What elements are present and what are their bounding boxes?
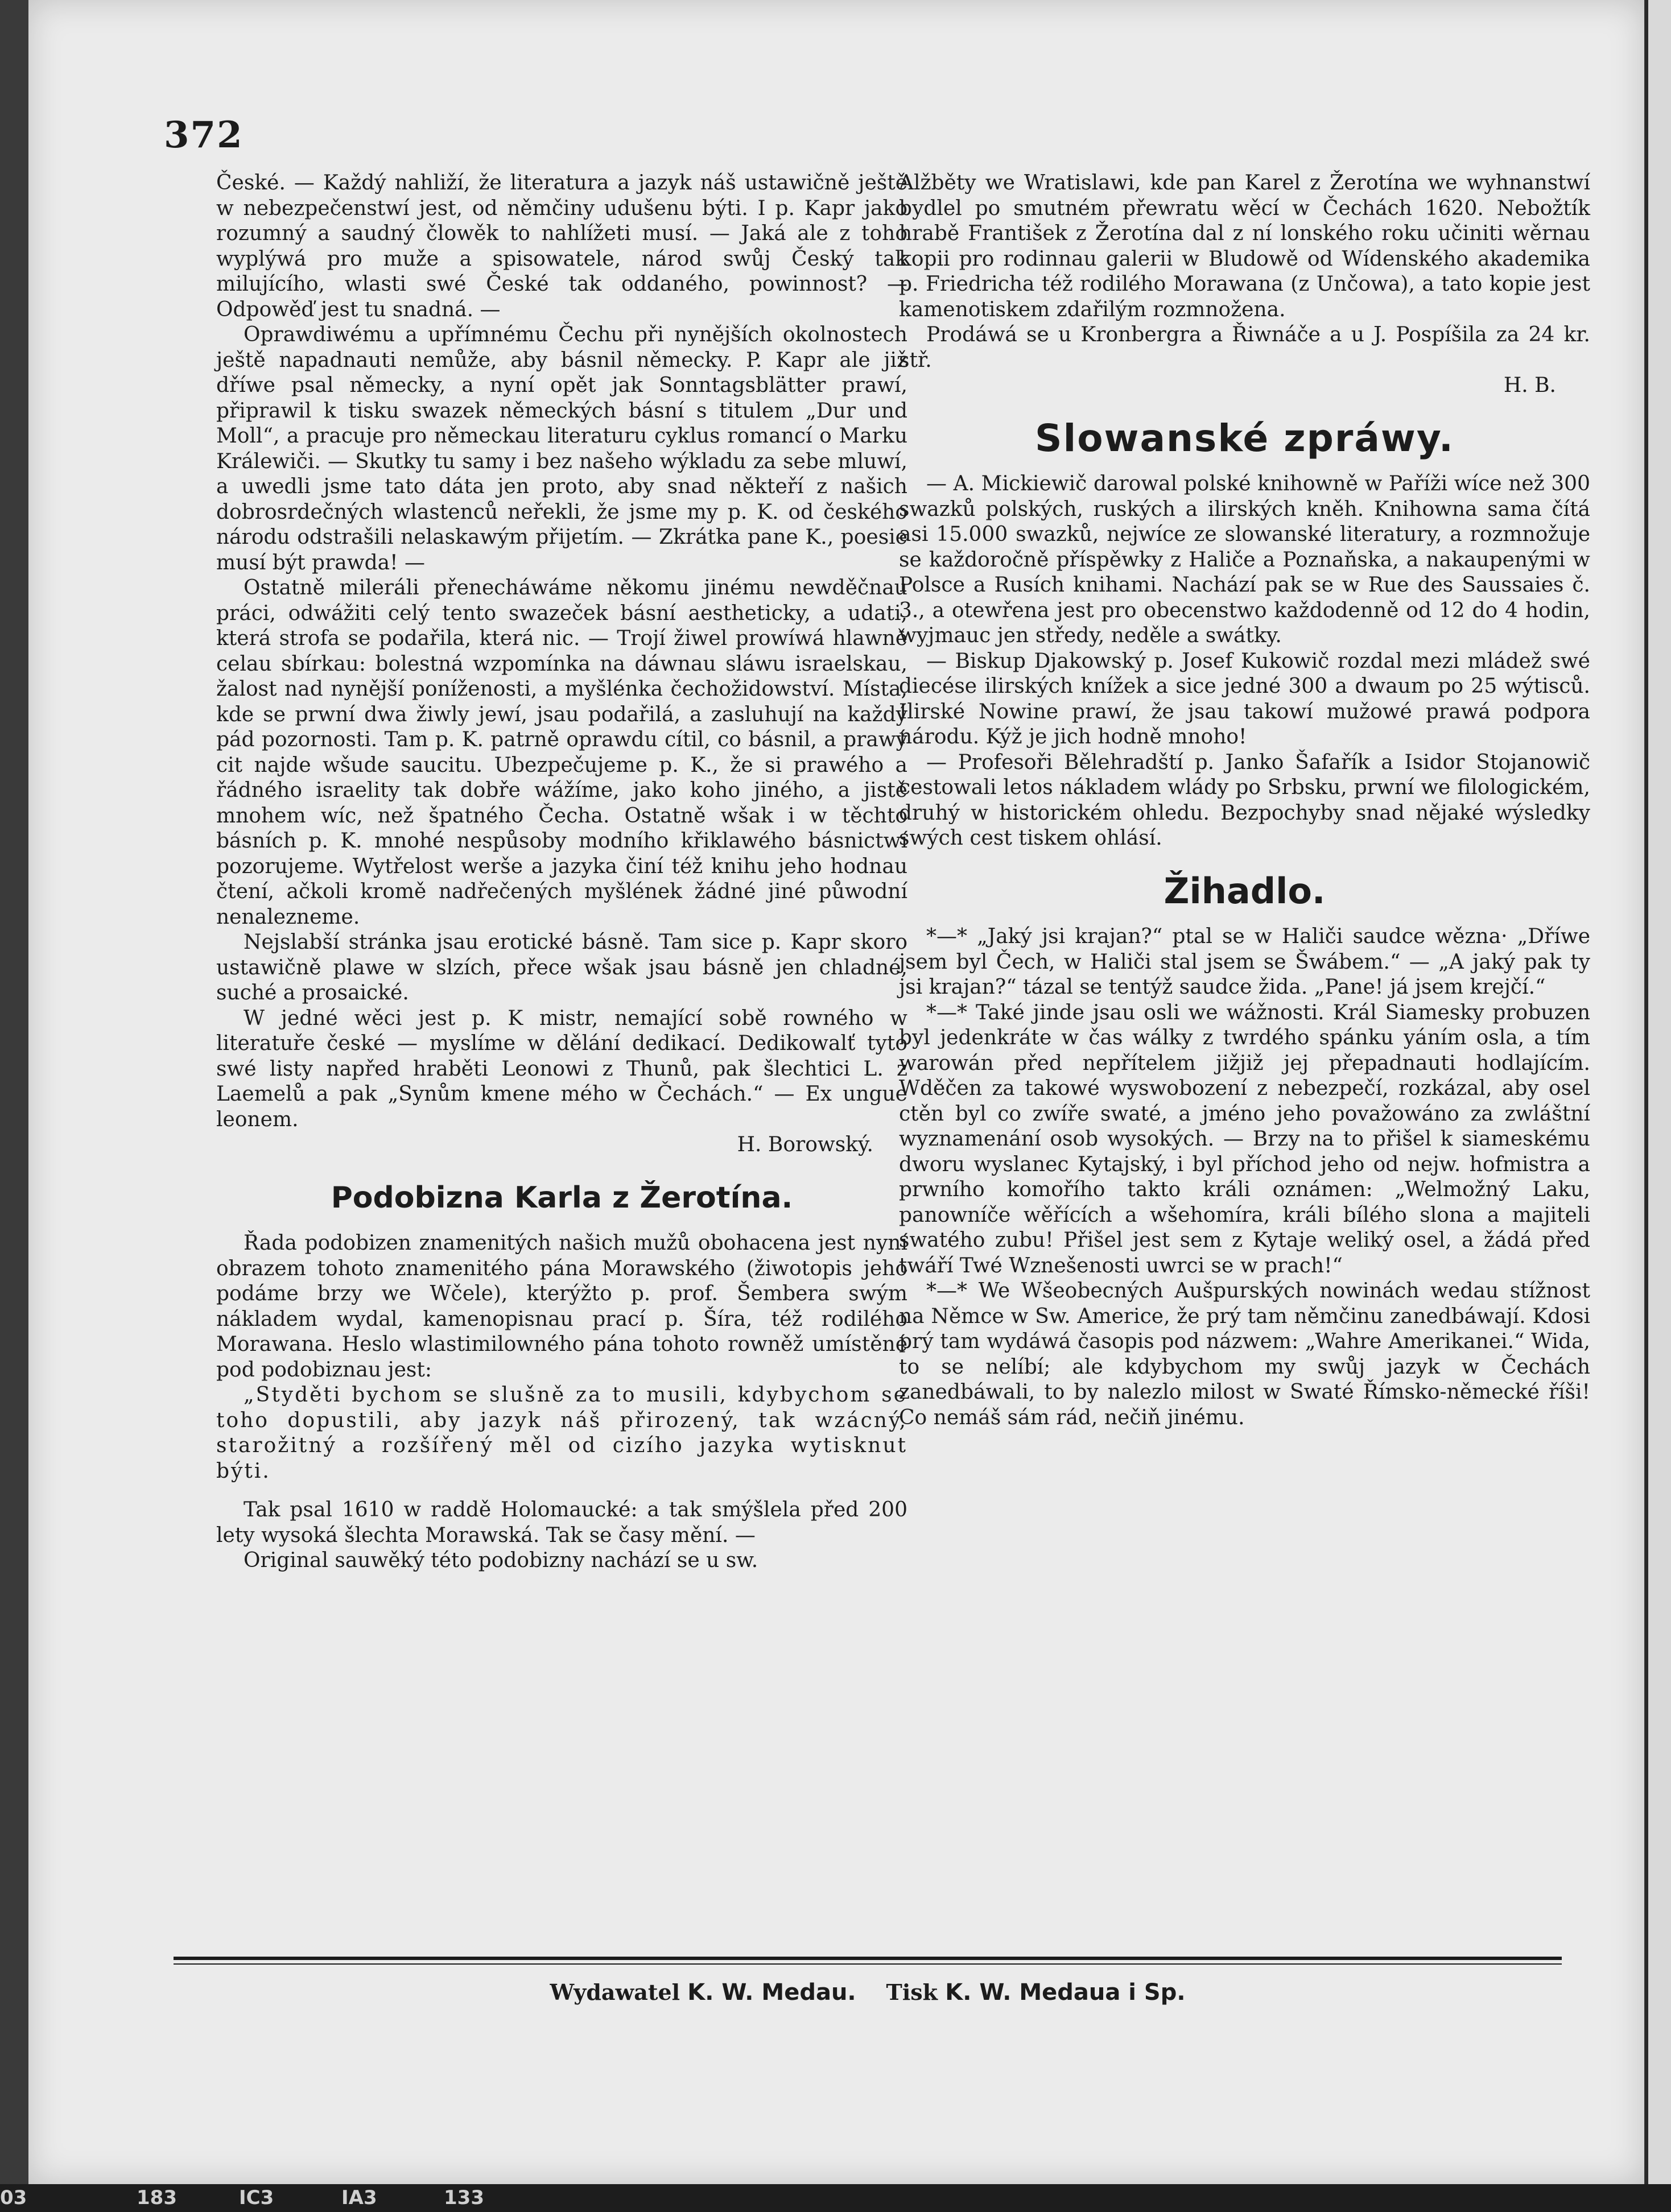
printer-name: K. W. Medaua i Sp. bbox=[945, 1979, 1186, 2006]
paragraph: Oprawdiwému a upřímnému Čechu při nynějších okolnostech ještě napadnauti nemůže, aby básnil německy. P. Kapr ale již dříwe psal německy, a nyní opět jak Sonntagsblätter prawí, připrawil k tisku swazek německých básní s titulem „Dur und Moll“, a pracuje pro německau literaturu cyklus romancí o Marku Králewiči. — Skutky tu samy i bez našeho wýkladu za sebe mluwí, a uwedli jsme tato dáta jen proto, aby snad někteří z našich dobrosrdečných wlastenců neřekli, že jsme my p. K. od českého národu odstrašili nelaskawým přijetím. — Zkrátka pane K., poesie musí být prawda! — bbox=[216, 323, 907, 574]
right-column bbox=[899, 171, 1590, 1430]
paragraph: Tak psal 1610 w raddě Holomaucké: a tak smýšlela před 200 lety wysoká šlechta Morawská. Tak se časy mění. — bbox=[216, 1498, 907, 1547]
anecdote: *—* „Jaký jsi krajan?“ ptal se w Haliči saudce wězna· „Dříwe jsem byl Čech, w Haliči stal jsem se Šwábem.“ — „A jaký pak ty jsi krajan?“ tázal se tentýž saudce žida. „Pane! já jsem krejčí.“ bbox=[899, 925, 1590, 999]
paragraph: Nejslabší stránka jsau erotické básně. Tam sice p. Kapr skoro ustawičně plawe w slzích, přece wšak jsau básně jen chladné, suché a prosaické. bbox=[216, 931, 907, 1004]
publisher-name: K. W. Medau. bbox=[687, 1979, 856, 2006]
anecdote: *—* We Wšeobecných Aušpurských nowinách wedau stížnost na Němce w Sw. Americe, že prý tam němčinu zanedbáwají. Kdosi prý tam wydáwá časopis pod názwem: „Wahre Amerikanei.“ Wida, to se nelíbí; ale kdybychom my swůj jazyk w Čechách zanedbáwali, to by nalezlo milost w Swaté Římsko-německé říši! Co nemáš sám rád, nečiň jinému. bbox=[899, 1279, 1590, 1429]
footer-rule-thin bbox=[174, 1963, 1562, 1965]
quotation: „Styděti bychom se slušně za to musili, kdybychom se toho dopustili, aby jazyk náš přirozený, tak wzácný, starožitný a rozšířený měl od cizího jazyka wytisknut býti. bbox=[216, 1383, 907, 1483]
news-item: — Profesoři Bělehradští p. Janko Šafařík a Isidor Stojanowič cestowali letos nákladem wlády po Srbsku, prwní we filologickém, druhý w historickém ohledu. Bezpochyby snad nějaké wýsledky swých cest tiskem ohlásí. bbox=[899, 750, 1590, 850]
paragraph: Ostatně mileráli přenecháwáme někomu jinému newděčnau práci, odwážiti celý tento swazeček básní aestheticky, a udati, která strofa se podařila, která nic. — Trojí žiwel prowíwá hlawně celau sbírkau: bolestná wzpomínka na dáwnau sláwu israelskau, žalost nad nynější poníženosti, a myšlénka čechožidowství. Místa, kde se prwní dwa žiwly jewí, jsau podařilá, a zasluhují na každý pád pozornosti. Tam p. K. patrně oprawdu cítil, co básnil, a prawý cit najde wšude saucitu. Ubezpečujeme p. K., že si prawého a řádného israelity tak dobře wážíme, jako koho jiného, a jistě mnohem wíc, než špatného Čecha. Ostatně wšak i w těchto básních p. K. mnohé nespůsoby modního křiklawého básnictwí pozorujeme. Wytřelost werše a jazyka činí též knihu jeho hodnau čtení, ačkoli kromě nadřečených myšlének žádné jiné půwodní nenalezneme. bbox=[216, 576, 907, 929]
anecdote: *—* Také jinde jsau osli we wážnosti. Král Siamesky probuzen byl jedenkráte w čas wálky z twrdého spánku yáním osla, a tím warowán před nepřítelem jižjiž jej přepadnauti hodlajícím. Wděčen za takowé wyswobození z nebezpečí, rozkázal, aby osel ctěn byl co zwíře swaté, a jméno jeho považowáno za zwláštní wyznamenání osob wysokých. — Brzy na to přišel k siameskému dworu wyslanec Kytajský, i byl příchod jeho od nejw. hofmistra a prwního komořího takto králi oznámen: „Welmožný Laku, panowníče wěřících a wšehomíra, králi bílého slona a majiteli swatého zubu! Přišel jest sem z Kytaje weliký osel, a žádá před twáří Twé Wznešenosti uwrci se w prach!“ bbox=[899, 1000, 1590, 1277]
publisher-label: Wydawatel bbox=[550, 1979, 680, 2005]
paragraph: Řada podobizen znamenitých našich mužů obohacena jest nyní obrazem tohoto znamenitého pána Morawského (žiwotopis jeho podáme brzy we Wčele), kterýžto p. prof. Šembera swým nákladem wydal, kamenopisnau prací p. Šíra, též rodilého Morawana. Heslo wlastimilowného pána tohoto rowněž umístěné pod podobiznau jest: bbox=[216, 1231, 907, 1382]
imprint-line bbox=[174, 1979, 1562, 2006]
printer-label: Tisk bbox=[886, 1979, 938, 2005]
section-heading-podobizna: Podobizna Karla z Žerotína. bbox=[331, 1180, 793, 1215]
author-signature: H. B. bbox=[1503, 374, 1556, 397]
newspaper-page bbox=[28, 0, 1644, 2184]
author-signature: H. Borowský. bbox=[737, 1133, 873, 1156]
page-edge bbox=[1645, 0, 1671, 2212]
paragraph: Alžběty we Wratislawi, kde pan Karel z Žerotína we wyhnanstwí bydlel po smutném přewratu wěcí w Čechách 1620. Nebožtík hrabě František z Žerotína dal z ní lonského roku učiniti wěrnau kopii pro rodinnau galerii w Bludowě od Wídenského akademika p. Friedricha též rodilého Morawana (z Unčowa), a tato kopie jest kamenotiskem zdařilým rozmnožena. bbox=[899, 171, 1590, 321]
film-frame-label: 133 bbox=[444, 2186, 484, 2209]
paragraph: Original sauwěký této podobizny nachází se u sw. bbox=[244, 1549, 758, 1572]
film-frame-label: IA3 bbox=[341, 2186, 377, 2209]
left-column bbox=[216, 171, 907, 1574]
film-strip bbox=[0, 2184, 1671, 2212]
section-heading-slowanske: Slowanské zpráwy. bbox=[1035, 416, 1454, 460]
news-item: — A. Mickiewič darowal polské knihowně w Paříži wíce než 300 swazků polských, ruských a ilirských kněh. Knihowna sama čítá asi 15.000 swazků, nejwíce ze slowanské literatury, a rozmnožuje se každoročně příspěwky z Haliče a Poznaňska, a nakaupenými w Polsce a Rusích knihami. Nachází pak se w Rue des Saussaies č. 3., a otewřena jest pro obecenstwo každodenně od 12 do 4 hodin, wyjmauc jen středy, neděle a swátky. bbox=[899, 472, 1590, 647]
film-frame-label: 03 bbox=[0, 2186, 27, 2209]
paragraph: W jedné wěci jest p. K mistr, nemající sobě rowného w literatuře české — myslíme w dělání dedikací. Dedikowalť tyto swé listy napřed hraběti Leonowi z Thunů, pak šlechtici L. z Laemelů a pak „Synům kmene mého w Čechách.“ — Ex ungue leonem. bbox=[216, 1006, 907, 1131]
news-item: — Biskup Djakowský p. Josef Kukowič rozdal mezi mládež swé diecése ilirských knížek a sice jedné 300 a dwaum po 25 wýtisců. Ilirské Nowine prawí, že jsau takowí mužowé prawá podpora národu. Kýž je jich hodně mnoho! bbox=[899, 649, 1590, 749]
section-heading-zihadlo: Žihadlo. bbox=[1163, 870, 1326, 912]
footer-rule bbox=[174, 1957, 1562, 1960]
page-number: 372 bbox=[164, 114, 244, 156]
paragraph: Prodáwá se u Kronbergra a Řiwnáče a u J. Pospíšila za 24 kr. stř. bbox=[899, 323, 1590, 372]
paragraph: České. — Každý nahliží, že literatura a jazyk náš ustawičně ještě w nebezpečenstwí jest, od němčiny udušenu býti. I p. Kapr jako rozumný a saudný člowěk to nahlížeti musí. — Jaká ale z toho wyplýwá pro muže a spisowatele, národ swůj Český tak milujícího, wlasti swé České tak oddaného, powinnost? — Odpowěď jest tu snadná. — bbox=[216, 171, 907, 321]
film-frame-label: 183 bbox=[137, 2186, 177, 2209]
film-frame-label: IC3 bbox=[239, 2186, 274, 2209]
